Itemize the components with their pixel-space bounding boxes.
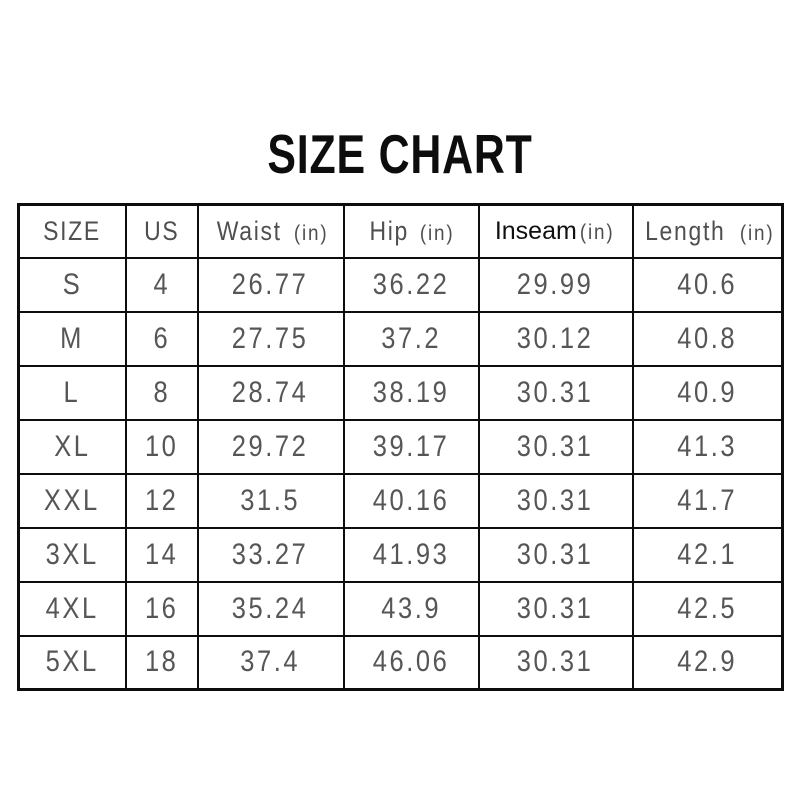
page-title [0,122,800,186]
length-cell: 42.5 [633,582,783,636]
inseam-cell: 30.31 [479,366,633,420]
table-row [19,582,783,636]
us-cell: 8 [126,366,198,420]
waist-cell: 37.4 [198,636,344,690]
us-cell: 10 [126,420,198,474]
inseam-column-unit: (in) [579,220,615,244]
waist-column-unit: (in) [293,221,329,245]
length-cell: 42.1 [633,528,783,582]
us-cell: 18 [126,636,198,690]
hip-cell: 46.06 [344,636,479,690]
size-chart-table [17,203,784,691]
size-cell: 5XL [19,636,126,690]
inseam-cell: 29.99 [479,258,633,312]
size-cell: XL [19,420,126,474]
us-column-label: US [143,215,180,246]
us-cell: 14 [126,528,198,582]
us-column-header [126,205,198,258]
size-column-header [19,205,126,258]
length-cell: 41.3 [633,420,783,474]
hip-cell: 37.2 [344,312,479,366]
inseam-cell: 30.31 [479,636,633,690]
hip-cell: 39.17 [344,420,479,474]
table-header-row [19,205,783,258]
waist-cell: 29.72 [198,420,344,474]
inseam-cell: 30.31 [479,528,633,582]
size-cell: S [19,258,126,312]
size-cell: 4XL [19,582,126,636]
waist-cell: 31.5 [198,474,344,528]
length-cell: 40.6 [633,258,783,312]
length-cell: 42.9 [633,636,783,690]
us-cell: 16 [126,582,198,636]
hip-column-header [344,205,479,258]
waist-cell: 27.75 [198,312,344,366]
size-cell: L [19,366,126,420]
waist-column-header [198,205,344,258]
size-cell: 3XL [19,528,126,582]
length-column-header [633,205,783,258]
size-column-label: SIZE [43,215,102,246]
size-cell: M [19,312,126,366]
inseam-column-header [479,205,633,258]
waist-cell: 28.74 [198,366,344,420]
table-row [19,366,783,420]
waist-cell: 26.77 [198,258,344,312]
table-row [19,474,783,528]
length-column-unit: (in) [739,221,775,245]
waist-cell: 35.24 [198,582,344,636]
length-column-label: Length [645,215,726,246]
inseam-column-label: Inseam [494,216,577,245]
hip-column-unit: (in) [419,221,455,245]
us-cell: 6 [126,312,198,366]
length-cell: 41.7 [633,474,783,528]
us-cell: 12 [126,474,198,528]
inseam-cell: 30.31 [479,474,633,528]
table-row [19,420,783,474]
inseam-cell: 30.31 [479,420,633,474]
table-row [19,258,783,312]
length-cell: 40.9 [633,366,783,420]
inseam-cell: 30.12 [479,312,633,366]
hip-cell: 38.19 [344,366,479,420]
hip-cell: 40.16 [344,474,479,528]
inseam-cell: 30.31 [479,582,633,636]
hip-column-label: Hip [369,215,410,246]
hip-cell: 41.93 [344,528,479,582]
waist-column-label: Waist [216,215,282,246]
table-row [19,636,783,690]
waist-cell: 33.27 [198,528,344,582]
hip-cell: 36.22 [344,258,479,312]
hip-cell: 43.9 [344,582,479,636]
table-row [19,312,783,366]
table-row [19,528,783,582]
page-title-text: SIZE CHART [267,123,533,185]
length-cell: 40.8 [633,312,783,366]
size-cell: XXL [19,474,126,528]
us-cell: 4 [126,258,198,312]
